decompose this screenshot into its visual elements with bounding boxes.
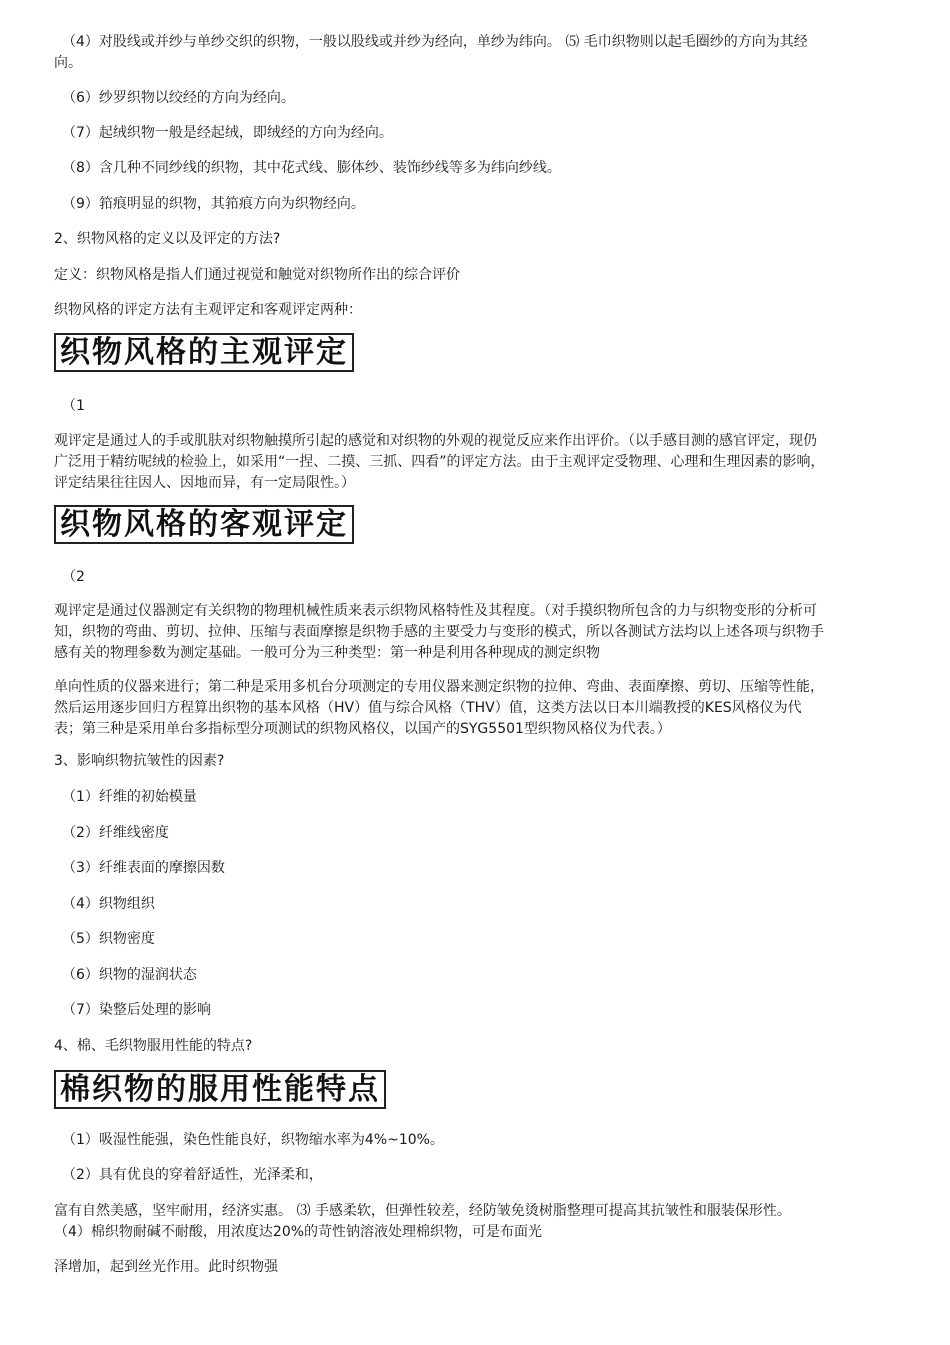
factor-item: （7）染整后处理的影响 (62, 1002, 211, 1018)
factor-item: （5）织物密度 (62, 931, 155, 947)
heading-box-subjective: 织物风格的主观评定 (54, 333, 354, 372)
question-2: 2、织物风格的定义以及评定的方法? (54, 231, 281, 247)
objective-line: 观评定是通过仪器测定有关织物的物理机械性质来表示织物风格特性及其程度。（对手摸织物所包含的力与织物变形的分析可 (54, 603, 817, 619)
subjective-line: 评定结果往往因人、因地而异，有一定局限性。） (54, 475, 355, 491)
cotton-line: 富有自然美感，坚牢耐用，经济实惠。 ⑶ 手感柔软，但弹性较差，经防皱免烫树脂整理可提高其抗皱性和服装保形性。 (54, 1203, 791, 1219)
objective-line: 感有关的物理参数为测定基础。一般可分为三种类型：第一种是利用各种现成的测定织物 (54, 645, 600, 661)
marker-2: （2 (62, 569, 85, 585)
subjective-line: 广泛用于精纺呢绒的检验上，如采用“一捏、二摸、三抓、四看”的评定方法。由于主观评定受物理、心理和生理因素的影响， (54, 454, 825, 470)
factor-item: （4）织物组织 (62, 896, 155, 912)
subjective-paragraph (54, 431, 906, 494)
cotton-paragraph (54, 1201, 906, 1243)
subjective-line: 观评定是通过人的手或肌肤对织物触摸所引起的感觉和对织物的外观的视觉反应来作出评价。（以手感目测的感官评定，现仍 (54, 433, 817, 449)
methods-text: 织物风格的评定方法有主观评定和客观评定两种： (54, 302, 362, 318)
factor-item: （1）纤维的初始模量 (62, 789, 197, 805)
item6: （6）纱罗织物以绞经的方向为经向。 (62, 90, 295, 106)
item9: （9）筘痕明显的织物，其筘痕方向为织物经向。 (62, 196, 365, 212)
objective-line: 单向性质的仪器来进行；第二种是采用多机台分项测定的专用仪器来测定织物的拉伸、弯曲、表面摩擦、剪切、压缩等性能， (54, 679, 824, 695)
cotton-item-4-cont: 泽增加，起到丝光作用。此时织物强 (54, 1259, 278, 1275)
heading-box-objective: 织物风格的客观评定 (54, 505, 354, 544)
question-3: 3、影响织物抗皱性的因素? (54, 753, 225, 769)
item4-line: （4）对股线或并纱与单纱交织的织物，一般以股线或并纱为经向，单纱为纬向。 ⑸ 毛巾织物则以起毛圈纱的方向为其经 (62, 34, 808, 50)
cotton-item-2: （2）具有优良的穿着舒适性，光泽柔和， (62, 1167, 323, 1183)
objective-line: 知，织物的弯曲、剪切、拉伸、压缩与表面摩擦是织物手感的主要受力与变形的模式，所以各测试方法均以上述各项与织物手 (54, 624, 824, 640)
objective-paragraph-2 (54, 677, 906, 740)
cotton-item-1: （1）吸湿性能强，染色性能良好，织物缩水率为4%~10%。 (62, 1132, 444, 1148)
factor-item: （3）纤维表面的摩擦因数 (62, 860, 225, 876)
cotton-line: （4）棉织物耐碱不耐酸，用浓度达20%的苛性钠溶液处理棉织物，可是布面光 (54, 1224, 543, 1240)
item4-paragraph (54, 32, 906, 74)
objective-paragraph (54, 601, 906, 664)
question-4: 4、棉、毛织物服用性能的特点? (54, 1038, 253, 1054)
marker-1: （1 (62, 398, 85, 414)
objective-line: 然后运用逐步回归方程算出织物的基本风格（HV）值与综合风格（THV）值，这类方法以日本川端教授的KES风格仪为代 (54, 700, 802, 716)
factor-item: （2）纤维线密度 (62, 825, 169, 841)
item4-line: 向。 (54, 55, 82, 71)
item7: （7）起绒织物一般是经起绒，即绒经的方向为经向。 (62, 125, 393, 141)
objective-line: 表；第三种是采用单台多指标型分项测试的织物风格仪，以国产的SYG5501型织物风格仪为代表。） (54, 721, 671, 737)
definition-text: 定义：织物风格是指人们通过视觉和触觉对织物所作出的综合评价 (54, 267, 460, 283)
heading-box-cotton: 棉织物的服用性能特点 (54, 1070, 386, 1109)
factor-item: （6）织物的湿润状态 (62, 967, 197, 983)
item8: （8）含几种不同纱线的织物，其中花式线、膨体纱、装饰纱线等多为纬向纱线。 (62, 160, 561, 176)
